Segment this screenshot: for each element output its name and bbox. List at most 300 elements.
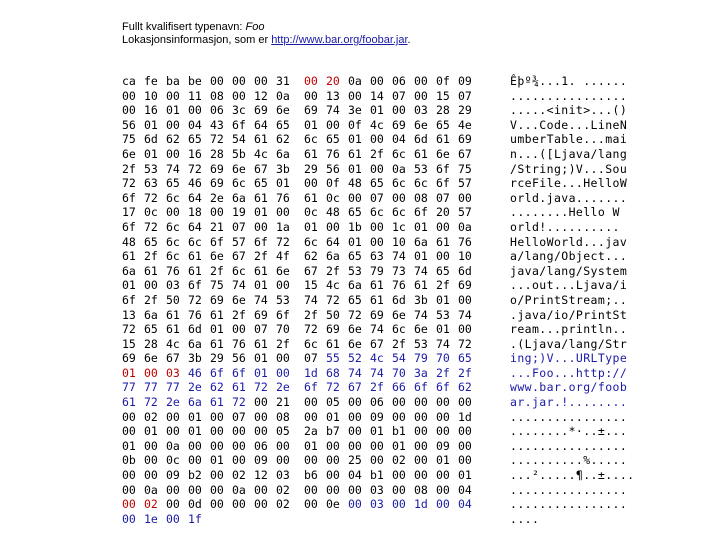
hex-byte [370,512,392,527]
hex-byte: 69 [326,322,340,337]
hex-byte: 72 [144,219,158,234]
hex-row [122,293,635,308]
hex-byte [392,512,414,527]
hex-byte: 2f [144,292,158,307]
hex-byte: 69 [254,103,268,118]
hex-byte: 01 [436,453,450,468]
hex-byte: 09 [370,409,384,424]
hex-byte: 00 [276,453,290,468]
hex-byte: 29 [304,161,318,176]
hex-row [122,205,635,220]
hex-byte [304,512,326,527]
hex-byte: 01 [304,117,318,132]
hex-byte: 00 [304,453,318,468]
hex-byte: 07 [436,190,450,205]
hex-byte: 00 [232,74,246,88]
hex-byte: 61 [326,336,340,351]
hex-byte: 15 [304,278,318,293]
ascii-text: ...out...Ljava/i [510,278,628,293]
hex-byte: 00 [370,161,384,176]
hex-byte: 2e [210,190,224,205]
hex-byte: 00 [458,453,472,468]
hex-byte: 6f [210,365,224,380]
hex-byte: 15 [122,336,136,351]
hex-row [122,439,635,454]
ascii-text: /String;)V...Sou [510,161,628,176]
hex-byte: 20 [326,74,340,88]
hex-byte: 62 [166,132,180,147]
hex-byte: 00 [414,74,428,88]
hex-byte: 01 [348,161,362,176]
hex-row [122,483,635,498]
hex-byte: 00 [414,409,428,424]
hex-byte: 00 [276,205,290,220]
hex-byte: 61 [254,336,268,351]
hex-byte: 61 [370,292,384,307]
hex-row [122,424,635,439]
hex-byte: 6a [122,263,136,278]
hex-row [122,380,635,395]
hex-byte: 72 [210,132,224,147]
hex-byte: 70 [276,322,290,337]
ascii-text: ...Foo...http:// [510,365,628,380]
hex-byte: 00 [210,74,224,88]
hex-byte: 00 [392,190,406,205]
hex-byte: 0e [326,497,340,512]
hex-byte: 73 [392,263,406,278]
hex-byte: 72 [144,190,158,205]
hex-byte: 00 [392,395,406,410]
hex-byte: 03 [166,278,180,293]
hex-byte: 3e [348,103,362,118]
hex-byte: 6a [326,249,340,264]
hex-byte: 6c [188,234,202,249]
hex-byte: 69 [370,307,384,322]
hex-byte: 43 [210,117,224,132]
hex-byte: 00 [188,453,202,468]
hex-byte: 10 [144,88,158,103]
hex-byte: 6c [304,336,318,351]
hex-byte: 00 [210,497,224,512]
hex-byte: 01 [392,438,406,453]
header [122,21,411,47]
hex-byte: 69 [304,103,318,118]
hex-byte: 54 [232,132,246,147]
hex-byte: 6c [414,176,428,191]
hex-byte: 2f [458,365,472,380]
hex-byte: 6a [414,234,428,249]
hex-byte: 61 [414,146,428,161]
hex-byte: 6e [276,263,290,278]
hex-byte: 07 [304,351,318,366]
hex-byte: 61 [122,395,136,410]
hex-byte: 01 [414,219,428,234]
hex-byte: 02 [392,453,406,468]
hex-byte: 00 [370,453,384,468]
hex-byte: 62 [304,249,318,264]
hex-byte: 6d [144,132,158,147]
hex-byte: 00 [122,497,136,512]
ascii-text: o/PrintStream;.. [510,292,628,307]
hex-byte: 2f [326,263,340,278]
hex-row [122,497,635,512]
hex-byte: 76 [166,263,180,278]
hex-byte: 65 [436,117,450,132]
hex-byte: 0f [348,117,362,132]
hex-row [122,410,635,425]
hex-byte: 03 [370,482,384,497]
hex-byte: 46 [188,365,202,380]
hex-byte: 00 [458,292,472,307]
hex-byte: 0c [144,205,158,220]
hex-byte: 4f [276,249,290,264]
hex-byte: 69 [122,351,136,366]
hex-byte: 65 [348,249,362,264]
hex-byte: 00 [348,497,362,512]
hex-byte: 00 [304,409,318,424]
hex-byte: 61 [414,278,428,293]
hex-byte: 74 [232,278,246,293]
hex-byte: 00 [122,468,136,483]
hex-byte: 72 [144,395,158,410]
hex-byte: 76 [392,278,406,293]
hex-byte: 00 [254,424,268,439]
hex-byte: 07 [254,322,268,337]
hex-byte: 00 [392,103,406,118]
hex-byte: 6d [414,132,428,147]
hex-byte: 00 [144,453,158,468]
ascii-text: Êþº¾...1. ...... [510,74,628,88]
hex-dump [122,74,635,526]
hex-byte: 62 [276,132,290,147]
hex-byte: 65 [436,263,450,278]
hex-byte: 67 [166,351,180,366]
hex-byte: 00 [166,88,180,103]
type-name-value: Foo [245,21,265,33]
hex-byte: 53 [414,336,428,351]
hex-byte: 56 [326,161,340,176]
hex-byte: 72 [348,307,362,322]
hex-row [122,366,635,381]
hex-byte: 61 [166,307,180,322]
hex-byte: 6e [122,146,136,161]
hex-byte: 74 [348,365,362,380]
hex-byte: 00 [436,482,450,497]
hex-row [122,220,635,235]
hex-byte: 01 [210,453,224,468]
hex-byte: 00 [254,497,268,512]
hex-byte: 00 [232,438,246,453]
hex-byte: 72 [304,322,318,337]
hex-byte: 6c [166,190,180,205]
hex-byte: 69 [458,278,472,293]
hex-byte: 00 [436,395,450,410]
hex-byte: 00 [144,365,158,380]
hex-byte: 08 [210,88,224,103]
hex-byte [458,512,480,527]
hex-byte: 76 [458,234,472,249]
hex-byte [436,512,458,527]
hex-byte: 3b [414,292,428,307]
hex-byte [326,512,348,527]
hex-row [122,308,635,323]
hex-byte: 01 [188,409,202,424]
hex-byte: 76 [326,146,340,161]
hex-byte: 00 [254,395,268,410]
hex-byte: 04 [392,132,406,147]
hex-byte: 61 [188,249,202,264]
hex-byte: 0a [276,88,290,103]
hex-byte: 4c [326,278,340,293]
ascii-text: V...Code...LineN [510,117,628,132]
hex-byte: 62 [458,380,472,395]
hex-byte: 00 [166,497,180,512]
hex-byte: 2f [276,336,290,351]
hex-byte: 00 [414,453,428,468]
hex-byte: 74 [436,336,450,351]
hex-byte: 01 [348,132,362,147]
hex-byte: 00 [232,453,246,468]
hex-byte: 01 [122,365,136,380]
hex-byte: 01 [144,424,158,439]
hex-byte: 77 [144,380,158,395]
hex-byte: 1a [276,219,290,234]
hex-byte: 53 [414,161,428,176]
hex-byte: 00 [166,511,180,526]
hex-byte: 00 [392,497,406,512]
hex-byte: 75 [122,132,136,147]
hex-row [122,337,635,352]
hex-byte: 6a [232,190,246,205]
hex-byte: 31 [276,74,290,88]
hex-byte: 14 [370,88,384,103]
hex-row [122,118,635,133]
hex-byte: 02 [276,482,290,497]
location-link[interactable]: http://www.bar.org/foobar.jar [271,34,408,46]
hex-byte: 48 [326,205,340,220]
hex-byte: b7 [326,424,340,439]
ascii-text: HelloWorld...jav [510,234,628,249]
hex-byte: 53 [436,307,450,322]
hex-byte: 6c [392,322,406,337]
hex-byte: 00 [122,511,136,526]
hex-byte: 1f [188,511,202,526]
hex-byte: 00 [254,409,268,424]
hex-byte: 00 [348,482,362,497]
hex-byte: 00 [276,438,290,453]
hex-byte: 1d [458,409,472,424]
hex-byte: 04 [188,117,202,132]
hex-byte: 65 [144,234,158,249]
hex-byte: 2f [436,278,450,293]
hex-byte: 48 [348,176,362,191]
hex-byte: 2f [144,249,158,264]
hex-byte: 00 [232,88,246,103]
hex-byte: 6e [144,351,158,366]
hex-byte: 74 [166,161,180,176]
hex-byte: 16 [144,103,158,118]
hex-byte: 03 [414,103,428,118]
ascii-text: ................ [510,409,628,424]
hex-byte: 03 [276,468,290,483]
hex-byte: 01 [414,249,428,264]
hex-byte: 00 [210,438,224,453]
hex-byte: 09 [458,74,472,88]
hex-byte: 00 [122,482,136,497]
hex-byte: 07 [392,88,406,103]
hex-byte: 00 [276,365,290,380]
hex-byte: 6e [276,103,290,118]
hex-byte: 69 [458,132,472,147]
hex-byte: 3c [232,103,246,118]
hex-byte [348,512,370,527]
hex-byte: 61 [254,190,268,205]
hex-byte: 72 [232,395,246,410]
hex-byte: 54 [392,351,406,366]
hex-byte: 2e [166,395,180,410]
hex-byte: 67 [370,336,384,351]
hex-byte: 05 [276,424,290,439]
hex-byte: 0a [232,482,246,497]
hex-byte: 72 [188,161,202,176]
hex-byte: 00 [348,88,362,103]
hex-byte: 6f [414,205,428,220]
hex-byte: 00 [370,219,384,234]
hex-byte: 72 [326,292,340,307]
hex-byte: 6a [276,146,290,161]
hex-byte: 01 [254,351,268,366]
hex-byte: b1 [392,424,406,439]
hex-byte: 00 [304,74,318,88]
hex-byte: 72 [188,292,202,307]
hex-byte: 00 [210,205,224,220]
hex-byte: 01 [370,424,384,439]
ascii-text: ................ [510,497,628,512]
hex-byte: 64 [326,234,340,249]
type-name-line [122,21,411,34]
hex-byte: 01 [370,103,384,118]
hex-byte: 48 [122,234,136,249]
hex-byte: b2 [188,468,202,483]
hex-byte: 0c [166,453,180,468]
hex-byte: 00 [326,438,340,453]
hex-byte: 72 [326,380,340,395]
hex-byte: 67 [458,146,472,161]
hex-byte: 63 [144,176,158,191]
hex-byte: 13 [326,88,340,103]
hex-byte: 01 [304,219,318,234]
hex-byte [276,512,298,527]
hex-byte: 65 [348,205,362,220]
hex-byte: 12 [254,88,268,103]
hex-byte: 63 [370,249,384,264]
hex-byte: 20 [436,205,450,220]
ascii-text: .(Ljava/lang/Str [510,336,628,351]
hex-byte: 00 [304,176,318,191]
hex-byte: 6e [436,146,450,161]
ascii-text: ar.jar.!........ [510,395,628,410]
hex-byte: 00 [414,438,428,453]
hex-byte: 53 [276,292,290,307]
hex-byte: 1b [348,219,362,234]
hex-byte: 28 [210,146,224,161]
hex-byte: 00 [436,424,450,439]
hex-row [122,249,635,264]
hex-byte: 74 [370,365,384,380]
hex-byte: 01 [144,146,158,161]
hex-byte: 01 [276,176,290,191]
hex-byte: 00 [166,117,180,132]
hex-byte: 75 [458,161,472,176]
hex-byte: 61 [122,249,136,264]
hex-byte: 05 [326,395,340,410]
hex-byte: 01 [144,117,158,132]
hex-byte: 00 [254,482,268,497]
hex-byte: 00 [326,219,340,234]
hex-byte: 10 [392,234,406,249]
hex-byte: 2e [188,380,202,395]
hex-byte: 00 [304,482,318,497]
hex-byte: 6f [122,190,136,205]
hex-byte: 4c [370,117,384,132]
hex-byte: 00 [436,219,450,234]
hex-byte: 00 [436,468,450,483]
hex-byte: 00 [348,409,362,424]
hex-byte: 6c [232,176,246,191]
hex-byte: 06 [254,438,268,453]
hex-byte: 0c [326,190,340,205]
ascii-text: .....<init>...() [510,103,628,118]
hex-row [122,89,635,104]
hex-byte: 07 [232,409,246,424]
ascii-text: rceFile...HelloW [510,176,628,191]
hex-byte: 6e [232,292,246,307]
hex-byte: 07 [370,190,384,205]
ascii-text: www.bar.org/foob [510,380,628,395]
hex-byte: 6e [348,322,362,337]
hex-byte: 00 [392,409,406,424]
hex-byte: 6c [392,146,406,161]
hex-byte: 61 [304,190,318,205]
hex-byte: 02 [232,468,246,483]
ascii-text: ream...println.. [510,322,628,337]
hex-byte: 00 [326,482,340,497]
hex-byte: 76 [188,307,202,322]
hex-byte: 04 [458,482,472,497]
hex-byte: 67 [254,161,268,176]
hex-byte: 6f [232,117,246,132]
hex-byte: 12 [254,468,268,483]
hex-byte: 4e [458,117,472,132]
ascii-text: orld.java....... [510,190,628,205]
hex-byte: ba [166,74,180,88]
ascii-text: n...([Ljava/lang [510,146,628,161]
hex-byte: 52 [348,351,362,366]
hex-row [122,468,635,483]
hex-byte: b6 [304,468,318,483]
hex-byte: 6a [144,307,158,322]
hex-row [122,162,635,177]
hex-byte: 00 [392,468,406,483]
hex-byte: 00 [232,424,246,439]
hex-byte: 65 [326,132,340,147]
hex-byte: 72 [122,176,136,191]
ascii-text: ........Hello W [510,205,620,220]
hex-byte: 2e [276,380,290,395]
hex-byte: 2f [370,380,384,395]
hex-row [122,395,635,410]
hex-byte: 6f [210,234,224,249]
